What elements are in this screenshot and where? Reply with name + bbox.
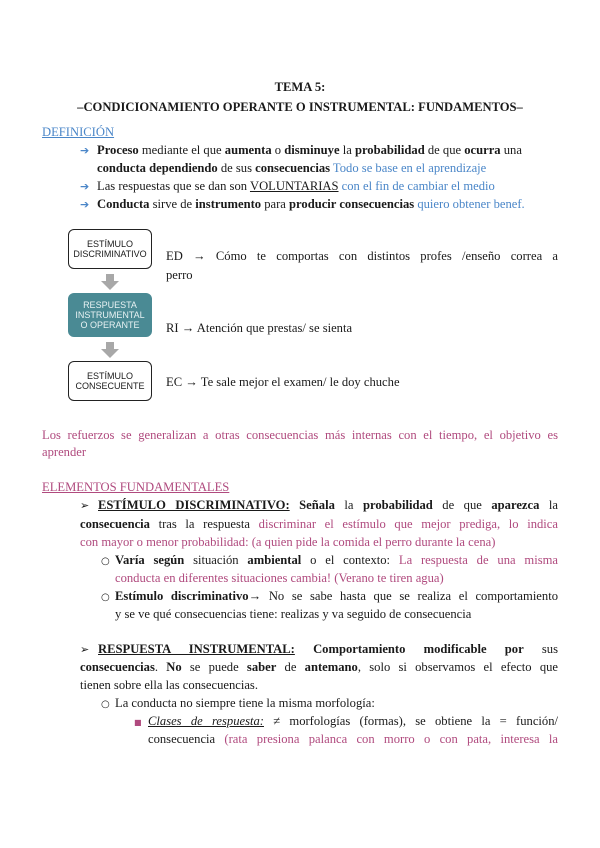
arrow-right-icon: ➔ [80,144,90,157]
arrow-right-icon: ➔ [80,198,90,211]
diagram-ec-text: EC → Te sale mejor el examen/ le doy chuche [166,375,400,389]
ed-bullet: ➢ ESTÍMULO DISCRIMINATIVO: Señala la probabilidad de que aparezca la [80,498,558,512]
arrow-down-icon [101,274,119,290]
document-title: TEMA 5: [274,80,326,94]
definition-bullet-2: ➔ Las respuestas que se dan son VOLUNTARIAS con el fin de cambiar el medio [80,179,495,193]
refuerzos-note: Los refuerzos se generalizan a otras consecuencias más internas con el tiempo, el objetivo es [42,428,558,442]
arrow-down-icon [101,342,119,358]
ri-sub-bullet-1: ○ La conducta no siempre tiene la misma morfología: [101,695,375,713]
triangle-bullet-icon: ➢ [80,499,90,512]
definition-bullet-1-cont: conducta dependiendo de sus consecuencias Todo se base en el aprendizaje [97,161,487,175]
ri-sub-sub-bullet-1-cont: consecuencia (rata presiona palanca con morro o con pata, interesa la [148,732,558,746]
section-heading-definicion: DEFINICIÓN [42,125,115,139]
diagram-box-estimulo-consecuente: ESTÍMULO CONSECUENTE [68,361,152,401]
arrow-right-icon: ➔ [80,180,90,193]
ed-bullet-line3: con mayor o menor probabilidad: (a quien pide la comida el perro durante la cena) [80,535,496,549]
ed-sub-bullet-2-cont: y se ve qué consecuencias tiene: realizas y va seguido de consecuencia [115,607,472,621]
ed-sub-bullet-1-cont: conducta en diferentes situaciones cambia! (Verano te tiren agua) [115,571,444,585]
diagram-ed-text: ED → Cómo te comportas con distintos profes /enseño correa a [166,249,558,263]
ri-bullet-line2: consecuencias. No se puede saber de antemano, solo si observamos el efecto que [80,660,558,674]
definition-bullet-3: ➔ Conducta sirve de instrumento para producir consecuencias quiero obtener benef. [80,197,525,211]
ed-sub-bullet-1: ○ Varía según situación ambiental o el contexto: La respuesta de una misma [101,552,558,570]
square-bullet-icon: ■ [134,718,142,727]
diagram-ed-text-cont: perro [166,268,193,282]
circle-bullet-icon: ○ [101,556,110,567]
ri-sub-sub-bullet-1: ■ Clases de respuesta: ≠ morfologías (formas), se obtiene la = función/ [134,713,558,731]
circle-bullet-icon: ○ [101,699,110,710]
ri-bullet: ➢ RESPUESTA INSTRUMENTAL: Comportamiento modificable por sus [80,642,558,656]
section-heading-elementos: ELEMENTOS FUNDAMENTALES [42,480,230,494]
definition-bullet-1: ➔ Proceso mediante el que aumenta o disminuye la probabilidad de que ocurra una [80,143,522,157]
diagram-box-respuesta-instrumental: RESPUESTA INSTRUMENTAL O OPERANTE [68,293,152,337]
ri-bullet-line3: tienen sobre ella las consecuencias. [80,678,258,692]
diagram-box-estimulo-discriminativo: ESTÍMULO DISCRIMINATIVO [68,229,152,269]
triangle-bullet-icon: ➢ [80,643,90,656]
ed-sub-bullet-2: ○ Estímulo discriminativo→ No se sabe hasta que se realiza el comportamiento [101,588,558,606]
document-subtitle: –CONDICIONAMIENTO OPERANTE O INSTRUMENTAL: FUNDAMENTOS– [77,100,523,114]
ed-bullet-line2: consecuencia tras la respuesta discriminar el estímulo que mejor prediga, lo indica [80,517,558,531]
diagram-ri-text: RI → Atención que prestas/ se sienta [166,321,353,335]
circle-bullet-icon: ○ [101,592,110,603]
refuerzos-note-cont: aprender [42,445,87,459]
